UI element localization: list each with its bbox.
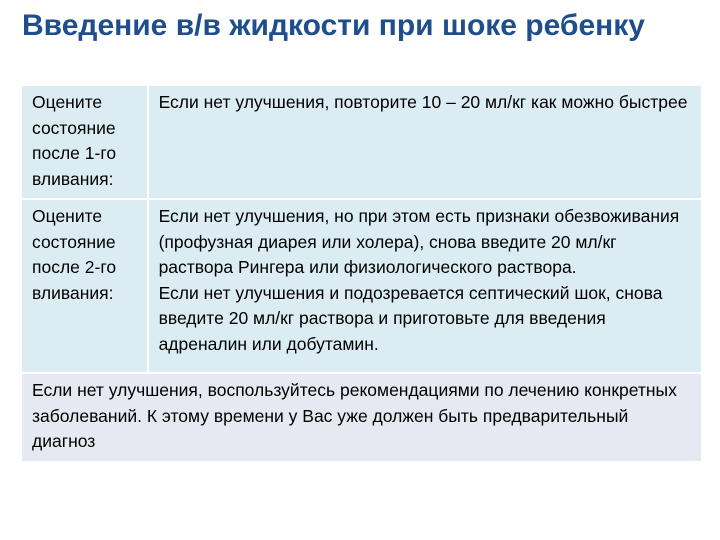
table-row [21,373,702,462]
instruction-cell [148,85,702,199]
assessment-cell: Оцените состояние после 1-го вливания: [21,85,148,199]
instruction-text: Если нет улучшения и подозревается септический шок, снова введите 20 мл/кг раствора и приготовьте для введения адреналин или добутамин. [158,282,663,354]
table-row [21,85,702,199]
shock-fluid-table [20,84,703,463]
instruction-text: Если нет улучшения, повторите 10 – 20 мл/кг как можно быстрее [158,92,688,112]
footer-cell: Если нет улучшения, воспользуйтесь рекомендациями по лечению конкретных заболеваний. К этому времени у Вас уже должен быть предварительный диагноз [21,373,702,462]
slide-title: Введение в/в жидкости при шоке ребенку [22,9,645,42]
table-row [21,199,702,373]
assessment-cell: Оцените состояние после 2-го вливания: [21,199,148,373]
instruction-text: Если нет улучшения, но при этом есть признаки обезвоживания (профузная диарея или холера), снова введите 20 мл/кг раствора Рингера или физиологического раствора. [158,206,680,277]
instruction-cell [148,199,702,373]
